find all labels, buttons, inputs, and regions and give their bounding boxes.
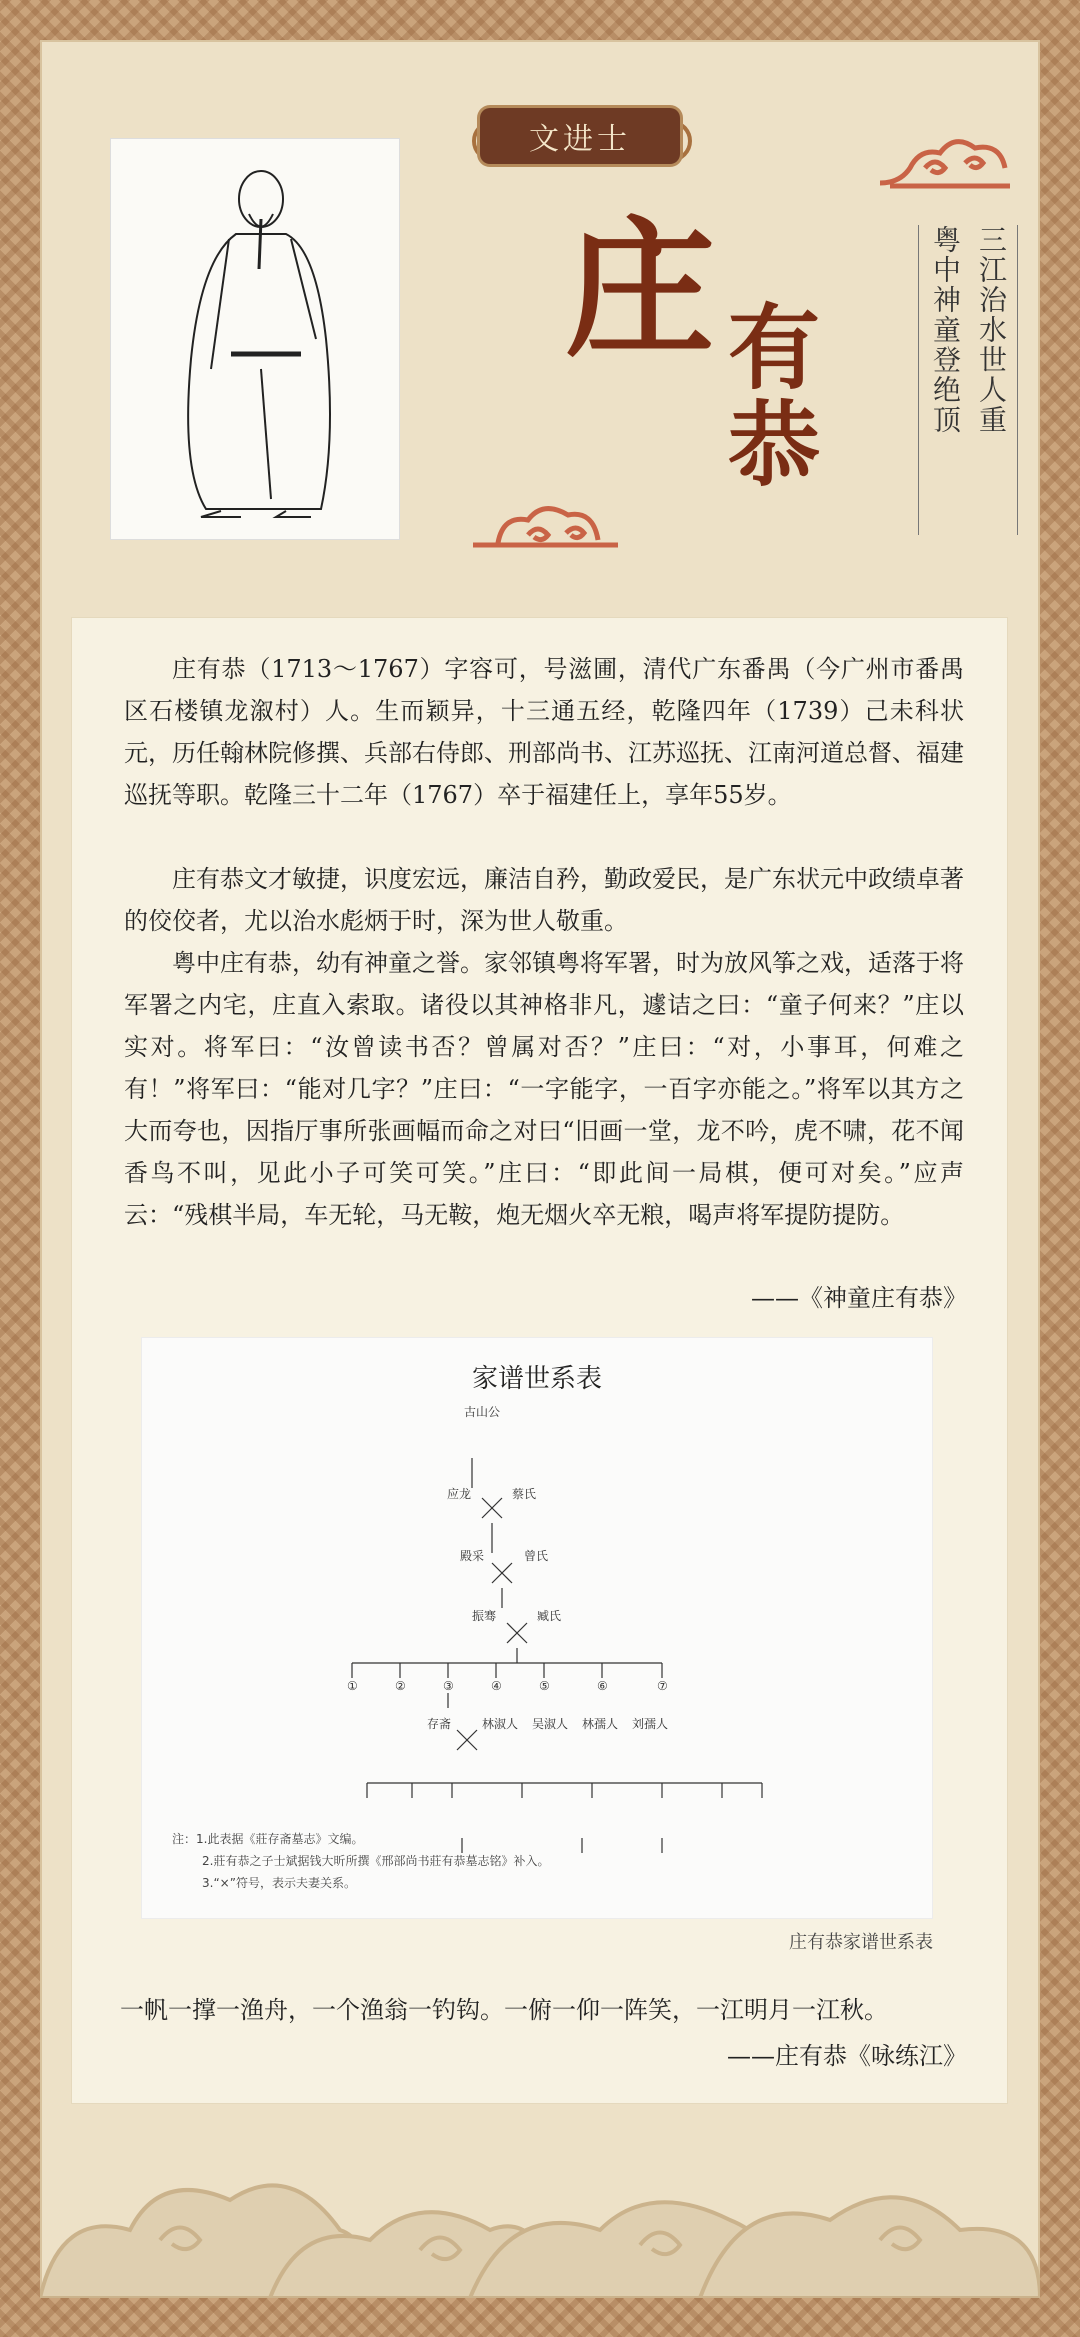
tree-gen4-right: 臧氏 <box>537 1609 562 1623</box>
bottom-cloud-pattern <box>40 2120 1040 2298</box>
tree-spouse-5: 刘孺人 <box>632 1717 669 1731</box>
tree-child-7: ⑦ <box>657 1679 668 1693</box>
tree-spouse-4: 林孺人 <box>582 1717 619 1731</box>
slogan-line-2: 三江治水世人重 <box>975 225 1008 435</box>
tree-note-3: 3.“×”符号，表示夫妻关系。 <box>202 1876 356 1890</box>
tree-child-1: ① <box>347 1679 358 1693</box>
tree-child-4: ④ <box>491 1679 502 1693</box>
tree-child-6: ⑥ <box>597 1679 608 1693</box>
portrait-image <box>110 138 400 540</box>
tree-gen3-left: 殿采 <box>460 1549 485 1563</box>
tree-child-3: ③ <box>443 1679 454 1693</box>
name-surname: 庄 <box>565 202 716 378</box>
family-tree-diagram <box>142 1338 932 1918</box>
cloud-ornament-icon <box>468 495 628 565</box>
poem-text: 一帆一撑一渔舟，一个渔翁一钓钩。一俯一仰一阵笑，一江明月一江秋。 <box>120 1996 888 2024</box>
category-badge: 文进士 <box>480 108 680 164</box>
evaluation-paragraph: 庄有恭文才敏捷，识度宏远，廉洁自矜，勤政爱民，是广东状元中政绩卓著的佼佼者，尤以治水彪炳于时，深为世人敬重。 <box>124 865 964 935</box>
cloud-ornament-icon <box>870 128 1020 198</box>
family-tree-title: 家谱世系表 <box>471 1364 602 1394</box>
poem-citation: ——庄有恭《咏练江》 <box>727 2042 967 2070</box>
tree-spouse-3: 吴淑人 <box>532 1717 569 1731</box>
tree-gen4-left: 振骞 <box>472 1609 497 1623</box>
family-tree-caption: 庄有恭家谱世系表 <box>789 1932 933 1953</box>
tree-gen2-left: 应龙 <box>447 1487 472 1501</box>
tree-child-2: ② <box>395 1679 406 1693</box>
tree-spouse-2: 林淑人 <box>482 1717 519 1731</box>
tree-spouse-1: 存斋 <box>427 1717 452 1731</box>
anecdote-paragraph: 粤中庄有恭，幼有神童之誉。家邻镇粤将军署，时为放风筝之戏，适落于将军署之内宅，庄直入索取。诸役以其神格非凡，遽诘之曰：“童子何来？”庄以实对。将军曰：“汝曾读书否？曾属对否？”庄曰：“对，小事耳，何难之有！”将军曰：“能对几字？”庄曰：“一字能字，一百字亦能之。”将军以其方之大而夸也，因指厅事所张画幅而命之对曰“旧画一堂，龙不吟，虎不啸，花不闻香鸟不叫，见此小子可笑可笑。”庄曰：“即此间一局棋，便可对矣。”应声云：“残棋半局，车无轮，马无鞍，炮无烟火卒无粮，喝声将军提防提防。 <box>124 949 964 1229</box>
tree-note-1: 注：1.此表据《莊存斋墓志》文编。 <box>172 1832 364 1846</box>
name-given: 有恭 <box>728 294 821 499</box>
content-paper <box>72 618 1007 2103</box>
tree-gen3-right: 曾氏 <box>524 1549 549 1563</box>
tree-gen1-label: 古山公 <box>464 1405 501 1419</box>
family-tree-figure <box>142 1338 932 1918</box>
anecdote-citation: ——《神童庄有恭》 <box>751 1284 967 1312</box>
slogan-vertical <box>918 225 1018 535</box>
tree-gen2-right: 蔡氏 <box>512 1487 537 1501</box>
tree-note-2: 2.莊有恭之子士斌据钱大昕所撰《邢部尚书莊有恭墓志铭》补入。 <box>202 1854 550 1868</box>
slogan-line-1: 粤中神童登绝顶 <box>929 225 962 435</box>
tree-child-5: ⑤ <box>539 1679 550 1693</box>
biography-paragraph: 庄有恭（1713～1767）字容可，号滋圃，清代广东番禺（今广州市番禺区石楼镇龙溆村）人。生而颖异，十三通五经，乾隆四年（1739）己未科状元，历任翰林院修撰、兵部右侍郎、刑部尚书、江苏巡抚、江南河道总督、福建巡抚等职。乾隆三十二年（1767）卒于福建任上，享年55岁。 <box>124 655 964 809</box>
